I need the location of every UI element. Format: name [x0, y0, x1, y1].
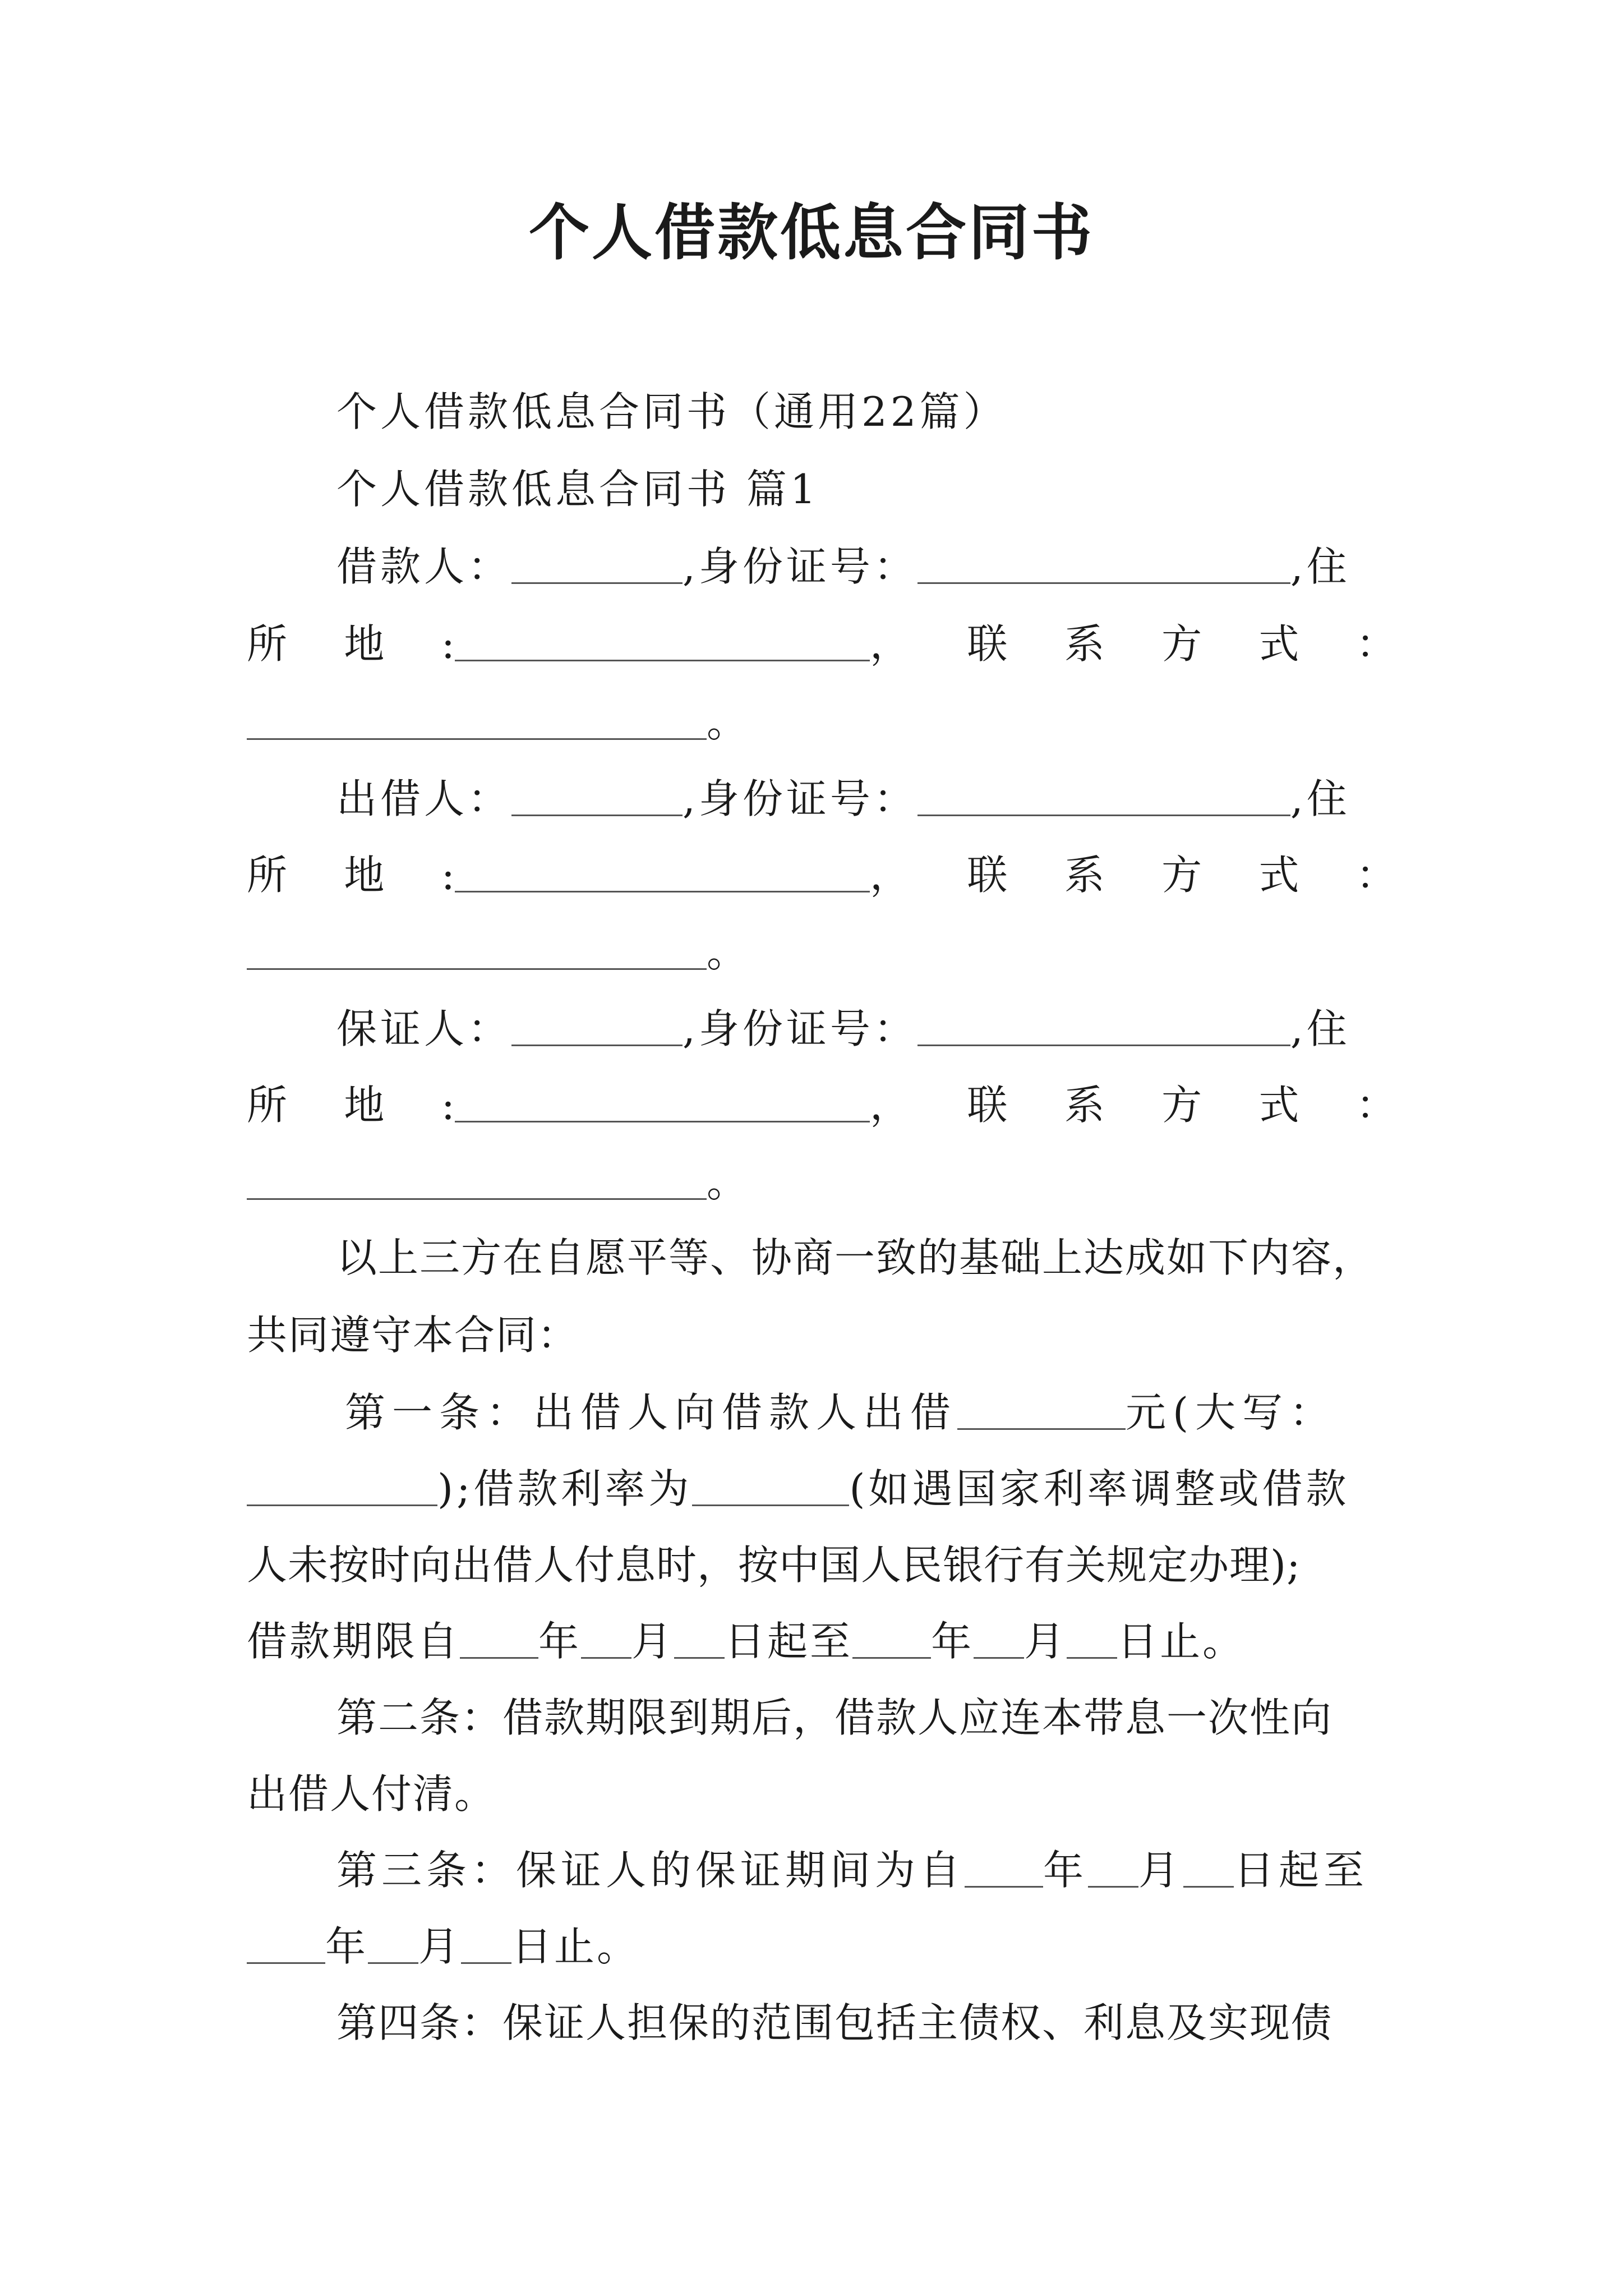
lender-line [336, 771, 1396, 827]
address-char: 所 [247, 852, 288, 899]
address-char: 所 [247, 620, 288, 668]
lender-contact-line [247, 924, 1396, 981]
period: 。 [707, 929, 748, 976]
guarantor-address-line [247, 1077, 1396, 1133]
article1-text: (如遇国家利率调整或借款 [849, 1465, 1350, 1512]
article3-text: 第三条：保证人的保证期间为自 [336, 1847, 965, 1894]
guarantor-name-blank[interactable] [511, 1009, 683, 1046]
article1-text: 月 [1024, 1618, 1067, 1665]
borrower-contact-line [247, 694, 1396, 751]
article1-text: 月 [631, 1618, 675, 1665]
article1-line-1 [345, 1384, 1405, 1441]
borrower-name-blank[interactable] [511, 546, 683, 584]
article1-text: 元(大写： [1126, 1389, 1337, 1436]
contact-char: 系 [1064, 1082, 1105, 1129]
article1-line-3: 人未按时向出借人付息时，按中国人民银行有关规定办理); [247, 1542, 1301, 1589]
contact-char: 方 [1161, 852, 1202, 899]
lender-id-label: ,身份证号： [683, 775, 917, 822]
section-heading: 个人借款低息合同书 篇1 [336, 466, 819, 513]
guarantor-label: 保证人： [336, 1005, 512, 1052]
article2-line-1: 第二条：借款期限到期后，借款人应连本带息一次性向 [336, 1694, 1333, 1741]
guarantor-contact-blank[interactable] [247, 1162, 707, 1200]
lender-address-line [247, 847, 1396, 903]
contact-colon: ： [1355, 852, 1396, 899]
guarantee-start-month-blank[interactable] [1088, 1850, 1138, 1888]
document-title: 个人借款低息合同书 [528, 197, 1094, 268]
article1-text: 第一条：出借人向借款人出借 [345, 1389, 958, 1436]
period: 。 [707, 1159, 748, 1206]
address-colon: : [441, 852, 455, 899]
guarantee-start-day-blank[interactable] [1183, 1850, 1234, 1888]
guarantor-address-start: ,住 [1290, 1005, 1350, 1052]
article1-text: 日起至 [725, 1618, 853, 1665]
document-subtitle: 个人借款低息合同书（通用22篇） [336, 388, 1007, 435]
article3-text: 日止。 [511, 1923, 640, 1970]
article2-line-2: 出借人付清。 [247, 1770, 496, 1818]
article3-text: 月 [1138, 1847, 1184, 1894]
start-day-blank[interactable] [674, 1621, 725, 1659]
lender-id-blank[interactable] [917, 779, 1290, 816]
address-colon: : [441, 620, 455, 668]
end-day-blank[interactable] [1067, 1621, 1117, 1659]
contact-char: 方 [1161, 620, 1202, 668]
lender-address-start: ,住 [1290, 775, 1350, 822]
article3-line-2 [247, 1918, 1396, 1975]
contact-char: 式 [1258, 1082, 1299, 1129]
article3-text: 年 [325, 1923, 368, 1970]
borrower-address-blank[interactable] [455, 624, 870, 661]
borrower-id-blank[interactable] [917, 546, 1290, 584]
end-month-blank[interactable] [974, 1621, 1024, 1659]
article1-text: );借款利率为 [437, 1465, 693, 1512]
address-char: 地 [344, 1082, 385, 1129]
start-year-blank[interactable] [460, 1621, 538, 1659]
separator: ， [870, 852, 911, 899]
end-year-blank[interactable] [852, 1621, 931, 1659]
contact-char: 系 [1064, 620, 1105, 668]
article3-text: 年 [1043, 1847, 1089, 1894]
address-colon: : [441, 1082, 455, 1129]
article1-line-2 [247, 1461, 1396, 1517]
address-char: 所 [247, 1082, 288, 1129]
lender-label: 出借人： [336, 775, 512, 822]
article1-line-4 [247, 1613, 1396, 1669]
intro-line-1: 以上三方在自愿平等、协商一致的基础上达成如下内容， [336, 1234, 1375, 1281]
lender-name-blank[interactable] [511, 779, 683, 816]
guarantor-contact-line [247, 1154, 1396, 1211]
article4-line-1: 第四条：保证人担保的范围包括主债权、利息及实现债 [336, 1999, 1333, 2046]
address-char: 地 [344, 620, 385, 668]
guarantor-id-blank[interactable] [917, 1009, 1290, 1046]
article3-text: 月 [418, 1923, 462, 1970]
article3-line-1 [336, 1842, 1396, 1898]
borrower-contact-blank[interactable] [247, 702, 707, 740]
article1-text: 年 [931, 1618, 974, 1665]
borrower-id-label: ,身份证号： [683, 543, 917, 590]
contact-char: 联 [967, 620, 1008, 668]
guarantor-id-label: ,身份证号： [683, 1005, 917, 1052]
article1-text: 日止。 [1117, 1618, 1246, 1665]
intro-line-2: 共同遵守本合同： [247, 1312, 579, 1359]
guarantee-end-day-blank[interactable] [461, 1926, 511, 1964]
separator: ， [870, 620, 911, 668]
guarantee-end-month-blank[interactable] [368, 1926, 418, 1964]
contact-char: 系 [1064, 852, 1105, 899]
interest-rate-blank[interactable] [692, 1469, 849, 1506]
lender-contact-blank[interactable] [247, 932, 707, 970]
article1-text: 借款期限自 [247, 1618, 460, 1665]
contact-char: 方 [1161, 1082, 1202, 1129]
guarantee-start-year-blank[interactable] [965, 1850, 1043, 1888]
guarantee-end-year-blank[interactable] [247, 1926, 325, 1964]
contact-char: 联 [967, 852, 1008, 899]
article3-text: 日起至 [1234, 1847, 1369, 1894]
borrower-address-line [247, 616, 1396, 672]
borrower-label: 借款人： [336, 543, 512, 590]
guarantor-line [336, 1001, 1396, 1057]
contact-char: 式 [1258, 852, 1299, 899]
contact-colon: ： [1355, 1082, 1396, 1129]
contact-colon: ： [1355, 620, 1396, 668]
contact-char: 式 [1258, 620, 1299, 668]
article1-text: 年 [538, 1618, 582, 1665]
amount-uppercase-blank[interactable] [247, 1469, 437, 1506]
guarantor-address-blank[interactable] [455, 1085, 870, 1122]
loan-amount-blank[interactable] [957, 1392, 1126, 1430]
borrower-address-start: ,住 [1290, 543, 1350, 590]
address-char: 地 [344, 852, 385, 899]
contact-char: 联 [967, 1082, 1008, 1129]
lender-address-blank[interactable] [455, 855, 870, 892]
borrower-line [336, 539, 1396, 595]
start-month-blank[interactable] [581, 1621, 631, 1659]
period: 。 [707, 699, 748, 746]
separator: ， [870, 1082, 911, 1129]
